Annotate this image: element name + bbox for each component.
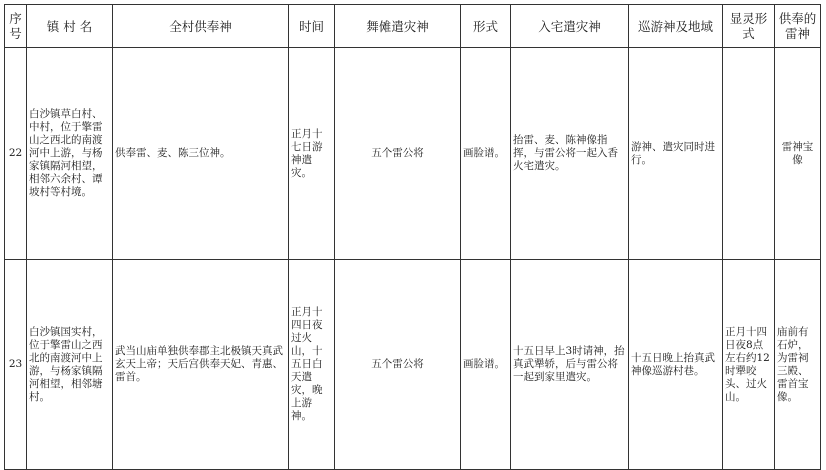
cell-time: 正月十七日游神遣灾。 bbox=[289, 48, 335, 260]
cell-procession: 十五日晚上抬真武神像巡游村巷。 bbox=[629, 260, 723, 470]
cell-no: 22 bbox=[5, 48, 27, 260]
table-row bbox=[5, 48, 821, 260]
cell-town-village: 白沙镇国实村，位于擎雷山之西北的南渡河中上游，与杨家镇隔河相望，相邻塘村。 bbox=[27, 260, 113, 470]
cell-no: 23 bbox=[5, 260, 27, 470]
header-town-village: 镇 村 名 bbox=[27, 5, 113, 48]
cell-deity: 武当山庙单独供奉郡主北极镇天真武玄天上帝；天后宫供奉天妃、青惠、雷首。 bbox=[113, 260, 289, 470]
cell-form: 画脸谱。 bbox=[461, 48, 511, 260]
cell-time: 正月十四日夜过火山，十五日白天遣灾，晚上游神。 bbox=[289, 260, 335, 470]
header-thunder-god: 供奉的雷神 bbox=[775, 5, 821, 48]
cell-thunder-god: 庙前有石炉，为雷祠三殿、雷首宝像。 bbox=[775, 260, 821, 470]
table-row bbox=[5, 260, 821, 470]
header-nuo-ritual: 舞傩遣灾神 bbox=[335, 5, 461, 48]
header-manifestation: 显灵形式 bbox=[723, 5, 775, 48]
cell-house-ritual: 十五日早上3时请神，抬真武犟轿，后与雷公将一起到家里遣灾。 bbox=[511, 260, 629, 470]
header-house-ritual: 入宅遣灾神 bbox=[511, 5, 629, 48]
cell-nuo-ritual: 五个雷公将 bbox=[335, 48, 461, 260]
cell-manifestation bbox=[723, 48, 775, 260]
header-no: 序号 bbox=[5, 5, 27, 48]
header-procession: 巡游神及地域 bbox=[629, 5, 723, 48]
cell-thunder-god: 雷神宝像 bbox=[775, 48, 821, 260]
ritual-table bbox=[4, 4, 821, 470]
header-time: 时间 bbox=[289, 5, 335, 48]
cell-town-village: 白沙镇草白村、中村，位于擎雷山之西北的南渡河中上游，与杨家镇隔河相望，相邻六余村、谭坡村等村境。 bbox=[27, 48, 113, 260]
cell-form: 画脸谱。 bbox=[461, 260, 511, 470]
table-header-row bbox=[5, 5, 821, 48]
cell-nuo-ritual: 五个雷公将 bbox=[335, 260, 461, 470]
header-form: 形式 bbox=[461, 5, 511, 48]
cell-manifestation: 正月十四日夜8点左右约12时犟咬头、过火山。 bbox=[723, 260, 775, 470]
cell-house-ritual: 抬雷、麦、陈神像指挥，与雷公将一起入香火宅遣灾。 bbox=[511, 48, 629, 260]
cell-procession: 游神、遣灾同时进行。 bbox=[629, 48, 723, 260]
cell-deity: 供奉雷、麦、陈三位神。 bbox=[113, 48, 289, 260]
header-deity: 全村供奉神 bbox=[113, 5, 289, 48]
